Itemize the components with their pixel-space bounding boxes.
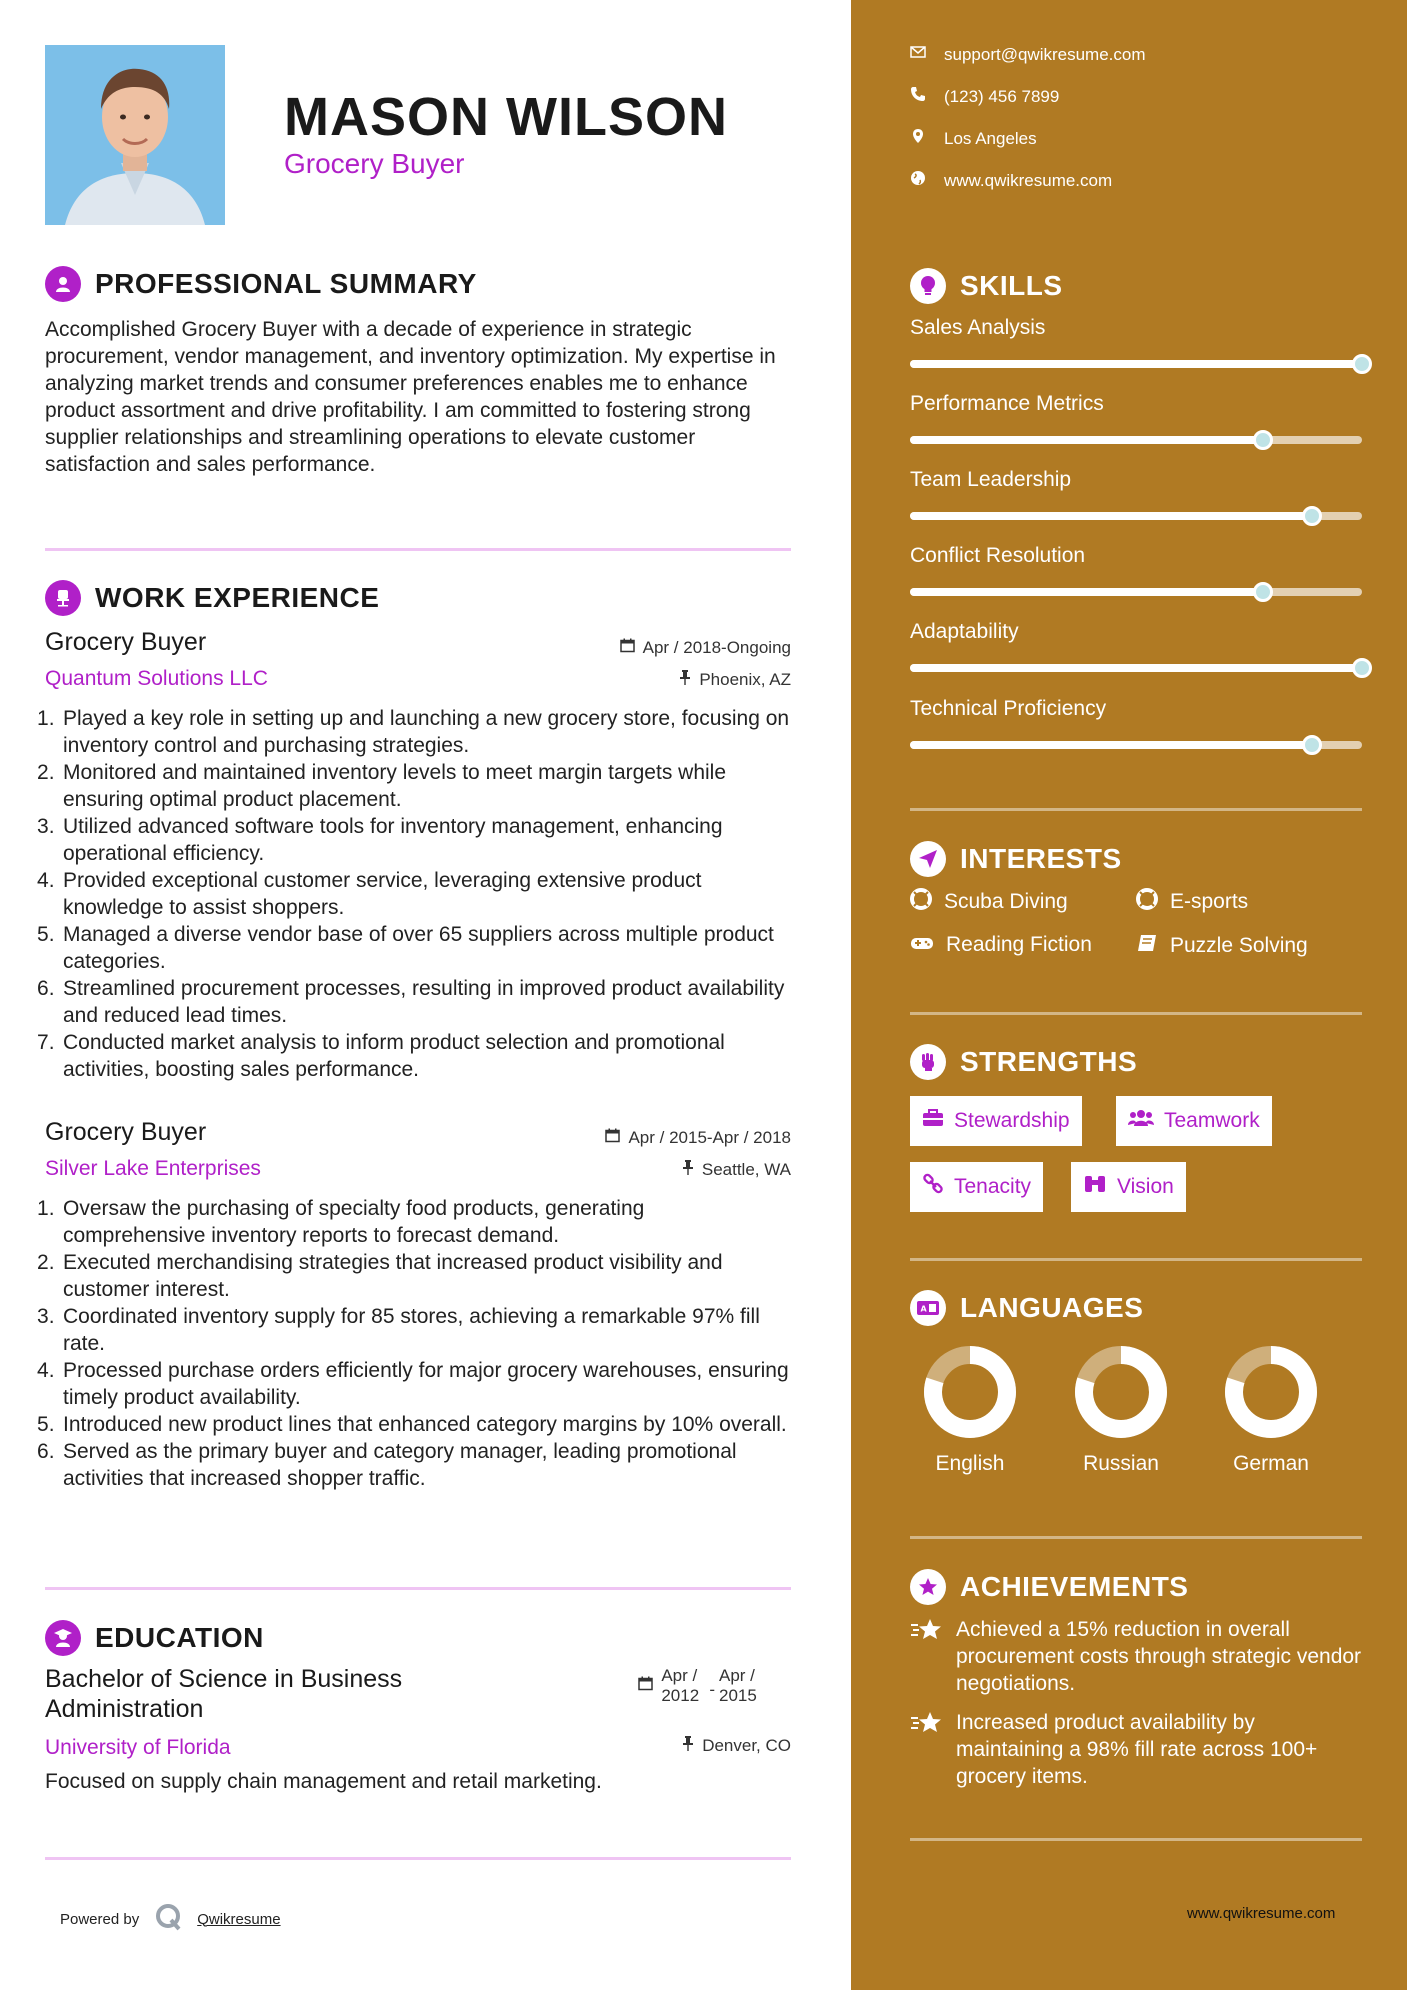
skill-fill <box>910 436 1263 444</box>
list-item: Conducted market analysis to inform product selection and promotional activities, boosting sales performance. <box>63 1031 725 1081</box>
education-title: EDUCATION <box>95 1622 264 1653</box>
briefcase-icon <box>922 1109 944 1133</box>
language-item <box>1061 1342 1181 1476</box>
education-heading <box>45 1620 264 1656</box>
interest-item <box>1136 933 1308 959</box>
list-item: Managed a diverse vendor base of over 65 suppliers across multiple product categories. <box>63 923 774 973</box>
job-location-text: Seattle, WA <box>701 1160 791 1179</box>
summary-title: PROFESSIONAL SUMMARY <box>95 268 477 299</box>
skill-label: Adaptability <box>910 620 1019 643</box>
list-item: Played a key role in setting up and launching a new grocery store, focusing on inventory control and purchasing strategies. <box>63 707 790 757</box>
powered-by-label: Powered by <box>60 1910 140 1928</box>
strength-label: Teamwork <box>1164 1109 1260 1132</box>
list-item: Introduced new product lines that enhanced category margins by 10% overall. <box>63 1413 787 1436</box>
phone-text: (123) 456 7899 <box>944 86 1060 106</box>
job-company: Silver Lake Enterprises <box>45 1157 261 1180</box>
skill-label: Performance Metrics <box>910 392 1104 415</box>
qwikresume-link[interactable]: Qwikresume <box>197 1910 281 1928</box>
achievement-text: Achieved a 15% reduction in overall procurement costs through strategic vendor negotiations. <box>956 1618 1362 1695</box>
education-entry <box>45 1664 791 1794</box>
skill-bar <box>910 741 1362 749</box>
languages-heading <box>910 1290 1143 1326</box>
user-icon <box>45 266 81 302</box>
education-description: Focused on supply chain management and retail marketing. <box>45 1770 602 1793</box>
skills-heading <box>910 268 1063 304</box>
skill-item <box>910 392 1362 444</box>
pin-icon <box>682 1736 694 1756</box>
interest-item <box>910 888 1068 916</box>
pin-icon <box>679 670 691 690</box>
profile-photo <box>45 45 225 225</box>
skill-item <box>910 468 1362 520</box>
skill-label: Team Leadership <box>910 468 1072 491</box>
languages-title: LANGUAGES <box>960 1292 1144 1323</box>
language-ring <box>920 1342 1020 1442</box>
skill-fill <box>910 512 1312 520</box>
language-label: German <box>1233 1452 1309 1475</box>
job-location-text: Phoenix, AZ <box>699 670 791 689</box>
summary-text: Accomplished Grocery Buyer with a decade of experience in strategic procurement, vendor management, and inventory optimization. My expertise in analyzing market trends and consumer preferences enables me to enhance product assortment and drive profitability. I am committed to fostering strong supplier relationships and streamlining operations to elevate customer satisfaction and sales performance. <box>45 318 776 476</box>
education-location-text: Denver, CO <box>702 1736 791 1755</box>
pin-icon <box>682 1160 694 1180</box>
education-end: Apr / 2015 <box>719 1666 757 1705</box>
binoculars-icon <box>1083 1174 1107 1200</box>
calendar-icon <box>638 1666 653 1706</box>
job-duties <box>45 1195 791 1492</box>
education-start: Apr / 2012 <box>661 1666 700 1705</box>
work-heading <box>45 580 379 616</box>
interests-title: INTERESTS <box>960 843 1122 874</box>
skills-title: SKILLS <box>960 270 1063 301</box>
job-date <box>620 638 791 658</box>
strength-tag <box>910 1096 1082 1146</box>
location-pin-icon <box>910 128 926 149</box>
skill-bar <box>910 588 1362 596</box>
interest-label: Puzzle Solving <box>1170 934 1308 957</box>
lifebuoy-icon <box>1136 888 1158 916</box>
book-icon <box>1136 933 1158 959</box>
contact-phone[interactable] <box>910 86 1059 107</box>
skill-label: Conflict Resolution <box>910 544 1086 567</box>
strengths-title: STRENGTHS <box>960 1046 1138 1077</box>
skill-bar <box>910 360 1362 368</box>
list-item: Processed purchase orders efficiently for major grocery warehouses, ensuring timely product availability. <box>63 1359 789 1409</box>
skill-item <box>910 620 1362 672</box>
skill-fill <box>910 360 1362 368</box>
section-divider <box>45 548 791 551</box>
sidebar-divider <box>910 1012 1362 1015</box>
skill-bar <box>910 512 1362 520</box>
phone-icon <box>910 86 926 107</box>
skill-item <box>910 316 1362 368</box>
candidate-name: MASON WILSON <box>284 87 728 147</box>
location-text: Los Angeles <box>944 128 1037 148</box>
interest-label: Scuba Diving <box>944 890 1068 913</box>
powered-by <box>60 1902 281 1936</box>
skill-handle <box>1352 658 1372 678</box>
job-location <box>679 670 791 690</box>
education-location <box>682 1736 791 1756</box>
footer-website[interactable]: www.qwikresume.com <box>1187 1905 1336 1922</box>
skill-handle <box>1253 582 1273 602</box>
language-item <box>1211 1342 1331 1476</box>
skill-fill <box>910 664 1362 672</box>
calendar-icon <box>620 638 635 658</box>
sidebar-divider <box>910 1838 1362 1841</box>
education-date-separator: - <box>709 1680 715 1699</box>
svg-text:A: A <box>920 1304 928 1314</box>
star-icon <box>910 1616 944 1697</box>
sidebar-divider <box>910 808 1362 811</box>
language-icon <box>910 1290 946 1326</box>
skill-label: Technical Proficiency <box>910 697 1107 720</box>
list-item: Oversaw the purchasing of specialty food products, generating comprehensive inventory reports to forecast demand. <box>63 1197 645 1247</box>
job-title: Grocery Buyer <box>45 628 207 656</box>
job-date-text: Apr / 2015-Apr / 2018 <box>628 1128 791 1147</box>
skill-handle <box>1352 354 1372 374</box>
gamepad-icon <box>910 933 934 957</box>
strength-label: Stewardship <box>954 1109 1070 1132</box>
lightbulb-icon <box>910 268 946 304</box>
school: University of Florida <box>45 1736 231 1759</box>
job-title: Grocery Buyer <box>45 1118 207 1146</box>
skill-handle <box>1253 430 1273 450</box>
job-date <box>605 1128 791 1148</box>
achievement-item <box>910 1616 1362 1697</box>
language-ring <box>1071 1342 1171 1442</box>
star-icon <box>910 1709 944 1790</box>
interest-label: Reading Fiction <box>946 933 1092 956</box>
job-entry <box>45 628 791 1083</box>
degree: Bachelor of Science in Business Administration <box>45 1665 403 1723</box>
globe-icon <box>910 170 926 191</box>
contact-location <box>910 128 1037 149</box>
skill-bar <box>910 664 1362 672</box>
strength-label: Tenacity <box>954 1175 1032 1198</box>
paper-plane-icon <box>910 841 946 877</box>
skill-label: Sales Analysis <box>910 316 1046 339</box>
list-item: Streamlined procurement processes, resulting in improved product availability and reduced lead times. <box>63 977 785 1027</box>
users-icon <box>1128 1109 1154 1133</box>
work-title: WORK EXPERIENCE <box>95 582 380 613</box>
job-location <box>682 1160 791 1180</box>
section-divider <box>45 1587 791 1590</box>
achievement-text: Increased product availability by maintaining a 98% fill rate across 100+ grocery items. <box>956 1711 1318 1788</box>
contact-email[interactable] <box>910 44 1146 65</box>
job-company: Quantum Solutions LLC <box>45 667 268 690</box>
calendar-icon <box>605 1128 620 1148</box>
lifebuoy-icon <box>910 888 932 916</box>
graduation-cap-icon <box>45 1620 81 1656</box>
skill-fill <box>910 741 1312 749</box>
email-text: support@qwikresume.com <box>944 44 1146 64</box>
interest-item <box>1136 888 1248 916</box>
qwikresume-logo-icon <box>153 1902 183 1936</box>
education-date <box>638 1666 763 1706</box>
achievements-heading <box>910 1569 1188 1605</box>
job-entry <box>45 1118 791 1492</box>
candidate-role: Grocery Buyer <box>284 148 465 179</box>
sidebar-divider <box>910 1536 1362 1539</box>
strength-tag <box>1071 1162 1186 1212</box>
list-item: Coordinated inventory supply for 85 stores, achieving a remarkable 97% fill rate. <box>63 1305 760 1355</box>
achievements-title: ACHIEVEMENTS <box>960 1571 1189 1602</box>
sidebar-divider <box>910 1258 1362 1261</box>
achievement-item <box>910 1709 1362 1790</box>
strength-tag <box>1116 1096 1272 1146</box>
star-badge-icon <box>910 1569 946 1605</box>
interest-item <box>910 933 1092 957</box>
job-date-text: Apr / 2018-Ongoing <box>642 638 791 657</box>
list-item: Monitored and maintained inventory levels to meet margin targets while ensuring optimal product placement. <box>63 761 727 811</box>
strengths-heading <box>910 1044 1137 1080</box>
skill-fill <box>910 588 1263 596</box>
interest-label: E-sports <box>1170 890 1249 913</box>
contact-website[interactable] <box>910 170 1112 191</box>
chair-icon <box>45 580 81 616</box>
fist-icon <box>910 1044 946 1080</box>
envelope-icon <box>910 44 926 65</box>
skill-item <box>910 697 1362 749</box>
list-item: Provided exceptional customer service, leveraging extensive product knowledge to assist shoppers. <box>63 869 702 919</box>
list-item: Executed merchandising strategies that increased product visibility and customer interest. <box>63 1251 723 1301</box>
list-item: Served as the primary buyer and category manager, leading promotional activities that increased shopper traffic. <box>63 1440 737 1490</box>
strength-label: Vision <box>1117 1175 1174 1198</box>
language-label: English <box>935 1452 1005 1475</box>
job-duties <box>45 705 791 1083</box>
strength-tag <box>910 1162 1043 1212</box>
language-ring <box>1221 1342 1321 1442</box>
link-icon <box>922 1173 944 1201</box>
website-text: www.qwikresume.com <box>944 170 1113 190</box>
summary-heading <box>45 266 477 302</box>
language-item <box>910 1342 1030 1476</box>
section-divider <box>45 1857 791 1860</box>
interests-heading <box>910 841 1122 877</box>
language-label: Russian <box>1083 1452 1159 1475</box>
list-item: Utilized advanced software tools for inventory management, enhancing operational efficiency. <box>63 815 723 865</box>
skill-bar <box>910 436 1362 444</box>
skill-item <box>910 544 1362 596</box>
